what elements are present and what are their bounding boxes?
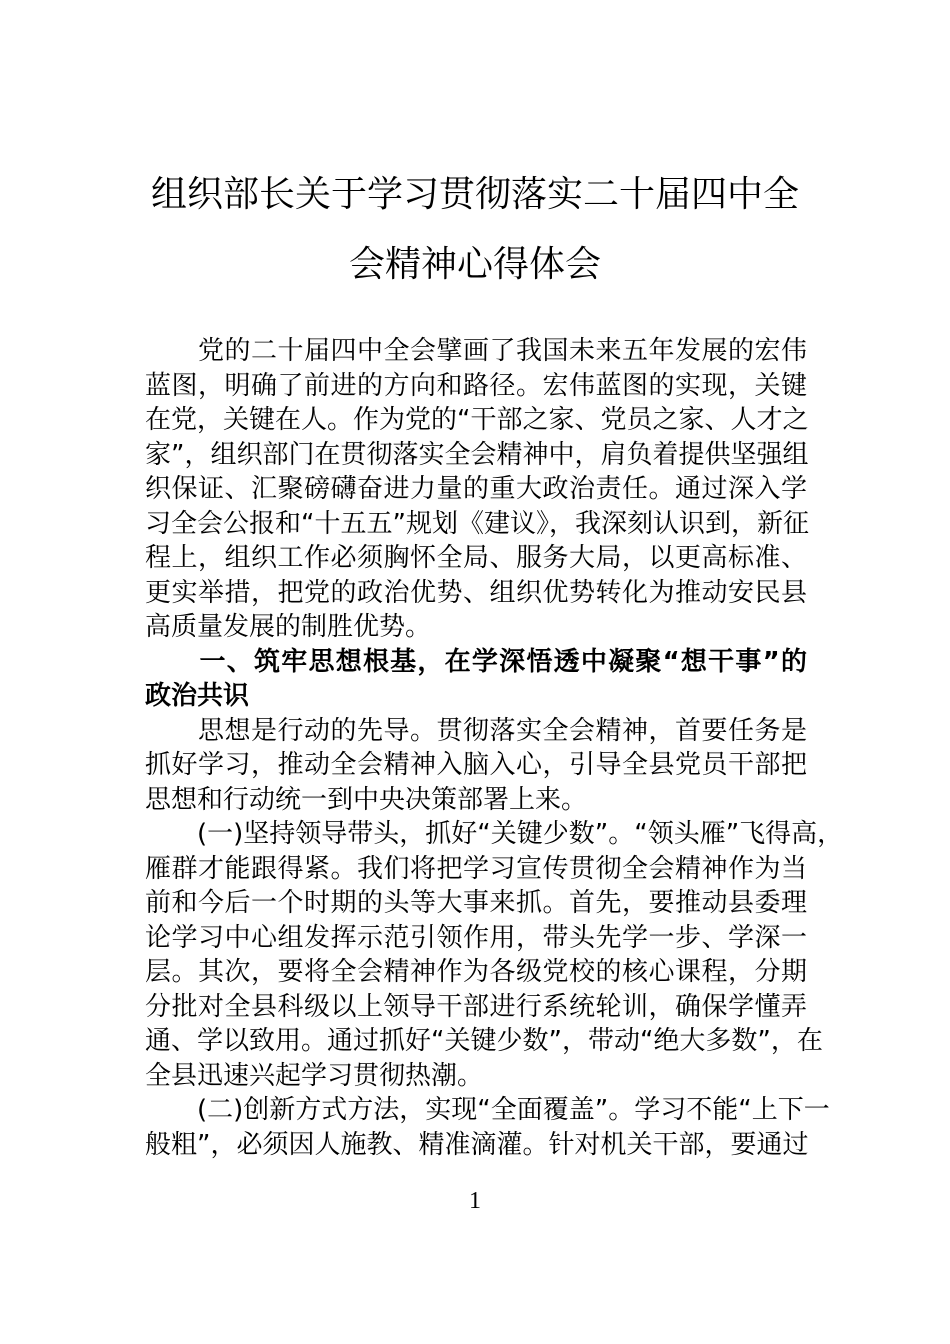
- text-line: 论学习中心组发挥示范引领作用，带头先学一步、学深一: [145, 922, 807, 953]
- text-line: (一)坚持领导带头，抓好“关键少数”。“领头雁”飞得高，: [145, 819, 844, 849]
- text-line: 更实举措，把党的政治优势、组织优势转化为推动安民县: [145, 577, 807, 608]
- text-line: 分批对全县科级以上领导干部进行系统轮训，确保学懂弄: [145, 991, 807, 1022]
- title-line-2: 会精神心得体会: [348, 244, 601, 285]
- text-line: 织保证、汇聚磅礴奋进力量的重大政治责任。通过深入学: [145, 474, 807, 504]
- text-line: 全县迅速兴起学习贯彻热潮。: [145, 1060, 484, 1091]
- text-line: 党的二十届四中全会擘画了我国未来五年发展的宏伟: [145, 336, 807, 366]
- section-heading-line: 政治共识: [145, 681, 250, 711]
- text-line: 家”，组织部门在贯彻落实全会精神中，肩负着提供坚强组: [145, 439, 809, 470]
- document-body: [145, 334, 844, 1162]
- text-line: 般粗”，必须因人施教、精准滴灌。针对机关干部，要通过: [145, 1129, 809, 1160]
- text-line: 通、学以致用。通过抓好“关键少数”，带动“绝大多数”，在: [145, 1026, 823, 1056]
- text-line: 雁群才能跟得紧。我们将把学习宣传贯彻全会精神作为当: [145, 853, 807, 884]
- text-line: 程上，组织工作必须胸怀全局、服务大局，以更高标准、: [145, 543, 807, 573]
- text-line: 高质量发展的制胜优势。: [145, 612, 432, 642]
- text-line: 在党，关键在人。作为党的“干部之家、党员之家、人才之: [145, 405, 809, 435]
- text-line: 层。其次，要将全会精神作为各级党校的核心课程，分期: [145, 957, 807, 987]
- text-line: 前和今后一个时期的头等大事来抓。首先，要推动县委理: [145, 888, 807, 918]
- text-line: 抓好学习，推动全会精神入脑入心，引导全县党员干部把: [145, 750, 807, 780]
- title-line-1: 组织部长关于学习贯彻落实二十届四中全: [150, 174, 799, 215]
- text-line: 蓝图，明确了前进的方向和路径。宏伟蓝图的实现，关键: [145, 370, 807, 401]
- section-heading-line: 一、筑牢思想根基，在学深悟透中凝聚“想干事”的: [145, 646, 807, 677]
- text-line: 思想和行动统一到中央决策部署上来。: [145, 784, 588, 815]
- page-number: 1: [469, 1188, 481, 1214]
- text-line: 习全会公报和“十五五”规划《建议》，我深刻认识到，新征: [145, 508, 809, 539]
- text-line: 思想是行动的先导。贯彻落实全会精神，首要任务是: [145, 715, 807, 746]
- text-line: (二)创新方式方法，实现“全面覆盖”。学习不能“上下一: [145, 1095, 830, 1125]
- document-title: [140, 160, 810, 300]
